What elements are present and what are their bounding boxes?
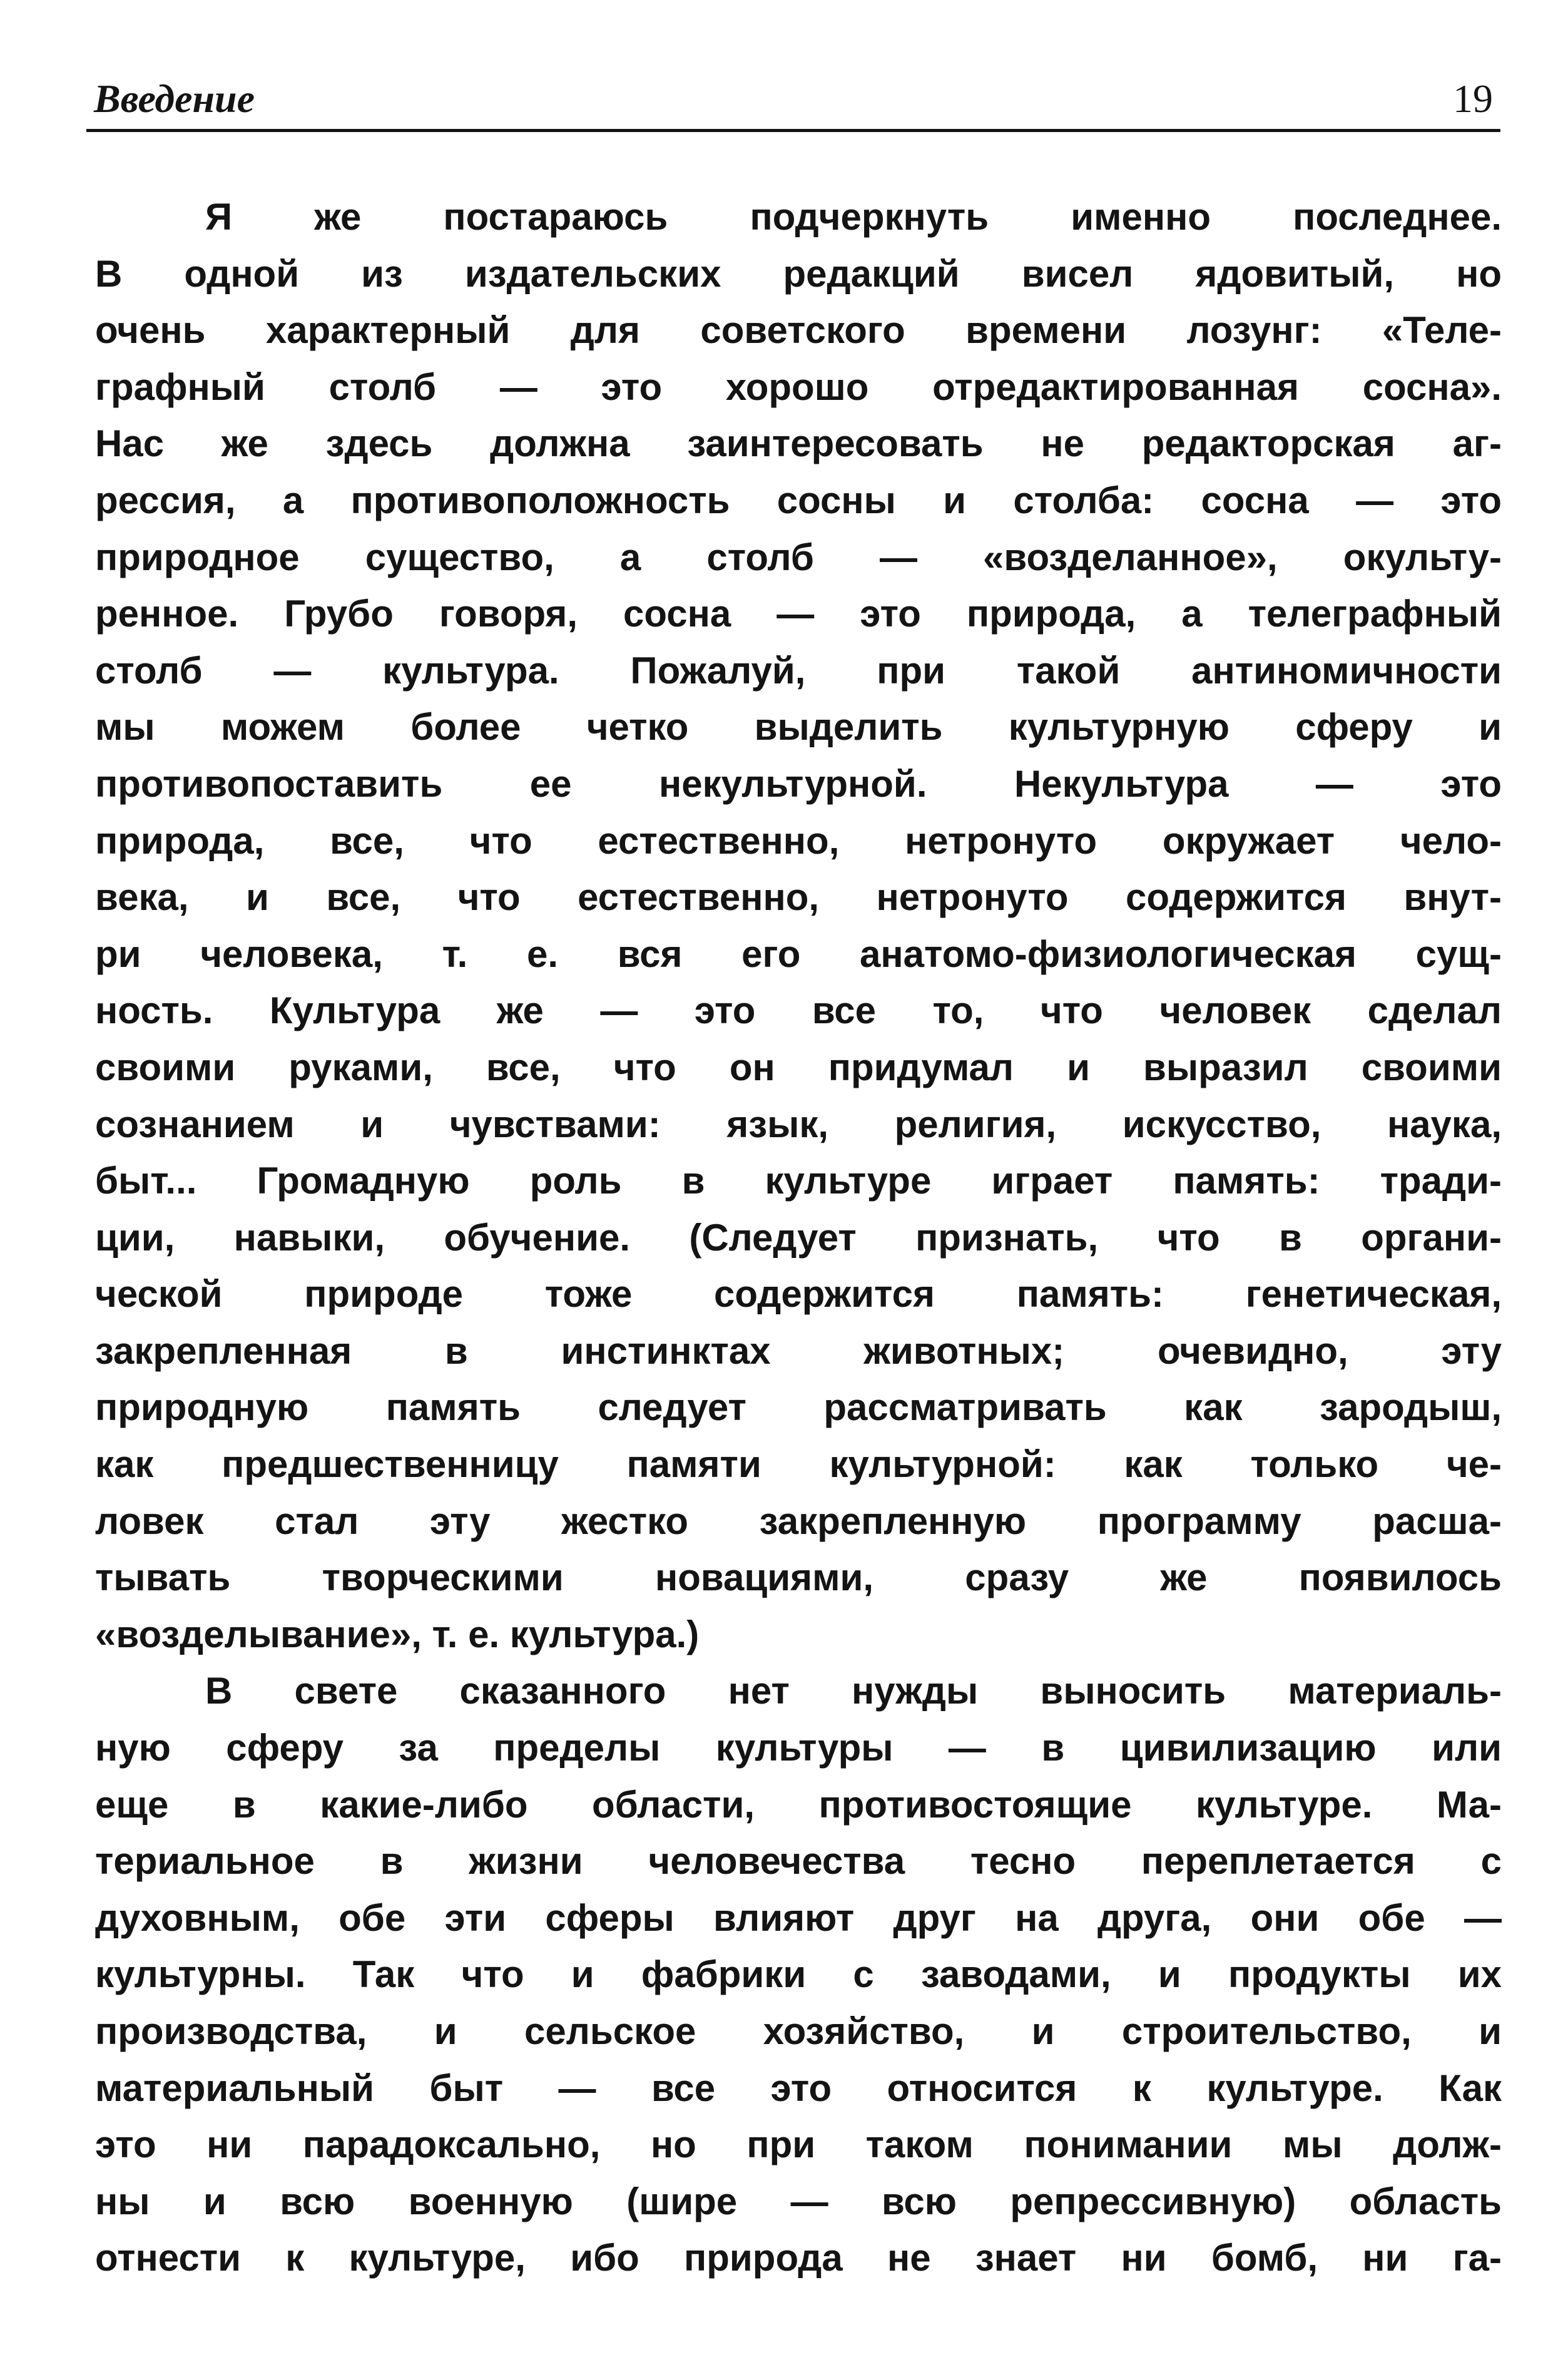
text-line: сознанием и чувствами: язык, религия, искусство, наука, [95,1103,1502,1145]
text-line: противопоставить ее некультурной. Некультура — это [95,762,1502,805]
body-text [95,189,1502,2287]
page-number: 19 [1453,76,1493,121]
text-line: как предшественницу памяти культурной: как только че- [95,1443,1502,1486]
text-line: своими руками, все, что он придумал и выразил своими [95,1046,1502,1088]
text-line: ловек стал эту жестко закрепленную программу расша- [95,1500,1502,1542]
text-line: очень характерный для советского времени лозунг: «Теле- [95,309,1502,352]
text-line: ны и всю военную (шире — всю репрессивную) область [95,2180,1502,2222]
running-header [86,60,1500,132]
text-line: Нас же здесь должна заинтересовать не редакторская аг- [95,422,1502,465]
text-line: ческой природе тоже содержится память: генетическая, [95,1273,1502,1316]
text-line: быт... Громадную роль в культуре играет память: тради- [95,1160,1502,1202]
text-line: закрепленная в инстинктах животных; очевидно, эту [95,1329,1502,1372]
text-line: духовным, обе эти сферы влияют друг на друга, они обе — [95,1896,1502,1939]
text-line: столб — культура. Пожалуй, при такой антиномичности [95,649,1502,692]
section-title: Введение [94,76,255,121]
text-line: тывать творческими новациями, сразу же появилось [95,1557,1502,1599]
text-line: природа, все, что естественно, нетронуто окружает чело- [95,819,1502,862]
text-line: природную память следует рассматривать как зародыш, [95,1386,1502,1429]
text-line: мы можем более четко выделить культурную сферу и [95,706,1502,749]
text-line: териальное в жизни человечества тесно переплетается с [95,1840,1502,1883]
text-line: культурны. Так что и фабрики с заводами, и продукты их [95,1953,1502,1996]
text-line: материальный быт — все это относится к культуре. Как [95,2067,1502,2109]
text-line: века, и все, что естественно, нетронуто содержится внут- [95,876,1502,919]
text-line: В свете сказанного нет нужды выносить материаль- [205,1670,1502,1712]
text-line: ренное. Грубо говоря, сосна — это природа, а телеграфный [95,593,1502,635]
text-line: ную сферу за пределы культуры — в цивилизацию или [95,1727,1502,1769]
text-line: отнести к культуре, ибо природа не знает ни бомб, ни га- [95,2237,1502,2279]
text-line: ри человека, т. е. вся его анатомо-физиологическая сущ- [95,933,1502,975]
text-line: ции, навыки, обучение. (Следует признать, что в органи- [95,1216,1502,1259]
text-line: Я же постараюсь подчеркнуть именно последнее. [205,196,1502,238]
text-line: это ни парадоксально, но при таком понимании мы долж- [95,2124,1502,2166]
text-line: рессия, а противоположность сосны и столба: сосна — это [95,479,1502,521]
text-line: В одной из издательских редакций висел ядовитый, но [95,252,1502,295]
text-line: еще в какие-либо области, противостоящие культуре. Ма- [95,1783,1502,1826]
text-line: природное существо, а столб — «возделанное», окульту- [95,536,1502,578]
text-line: производства, и сельское хозяйство, и строительство, и [95,2010,1502,2052]
text-line: ность. Культура же — это все то, что человек сделал [95,989,1502,1032]
text-line: «возделывание», т. е. культура.) [95,1613,700,1655]
text-line: графный столб — это хорошо отредактированная сосна». [95,365,1502,408]
